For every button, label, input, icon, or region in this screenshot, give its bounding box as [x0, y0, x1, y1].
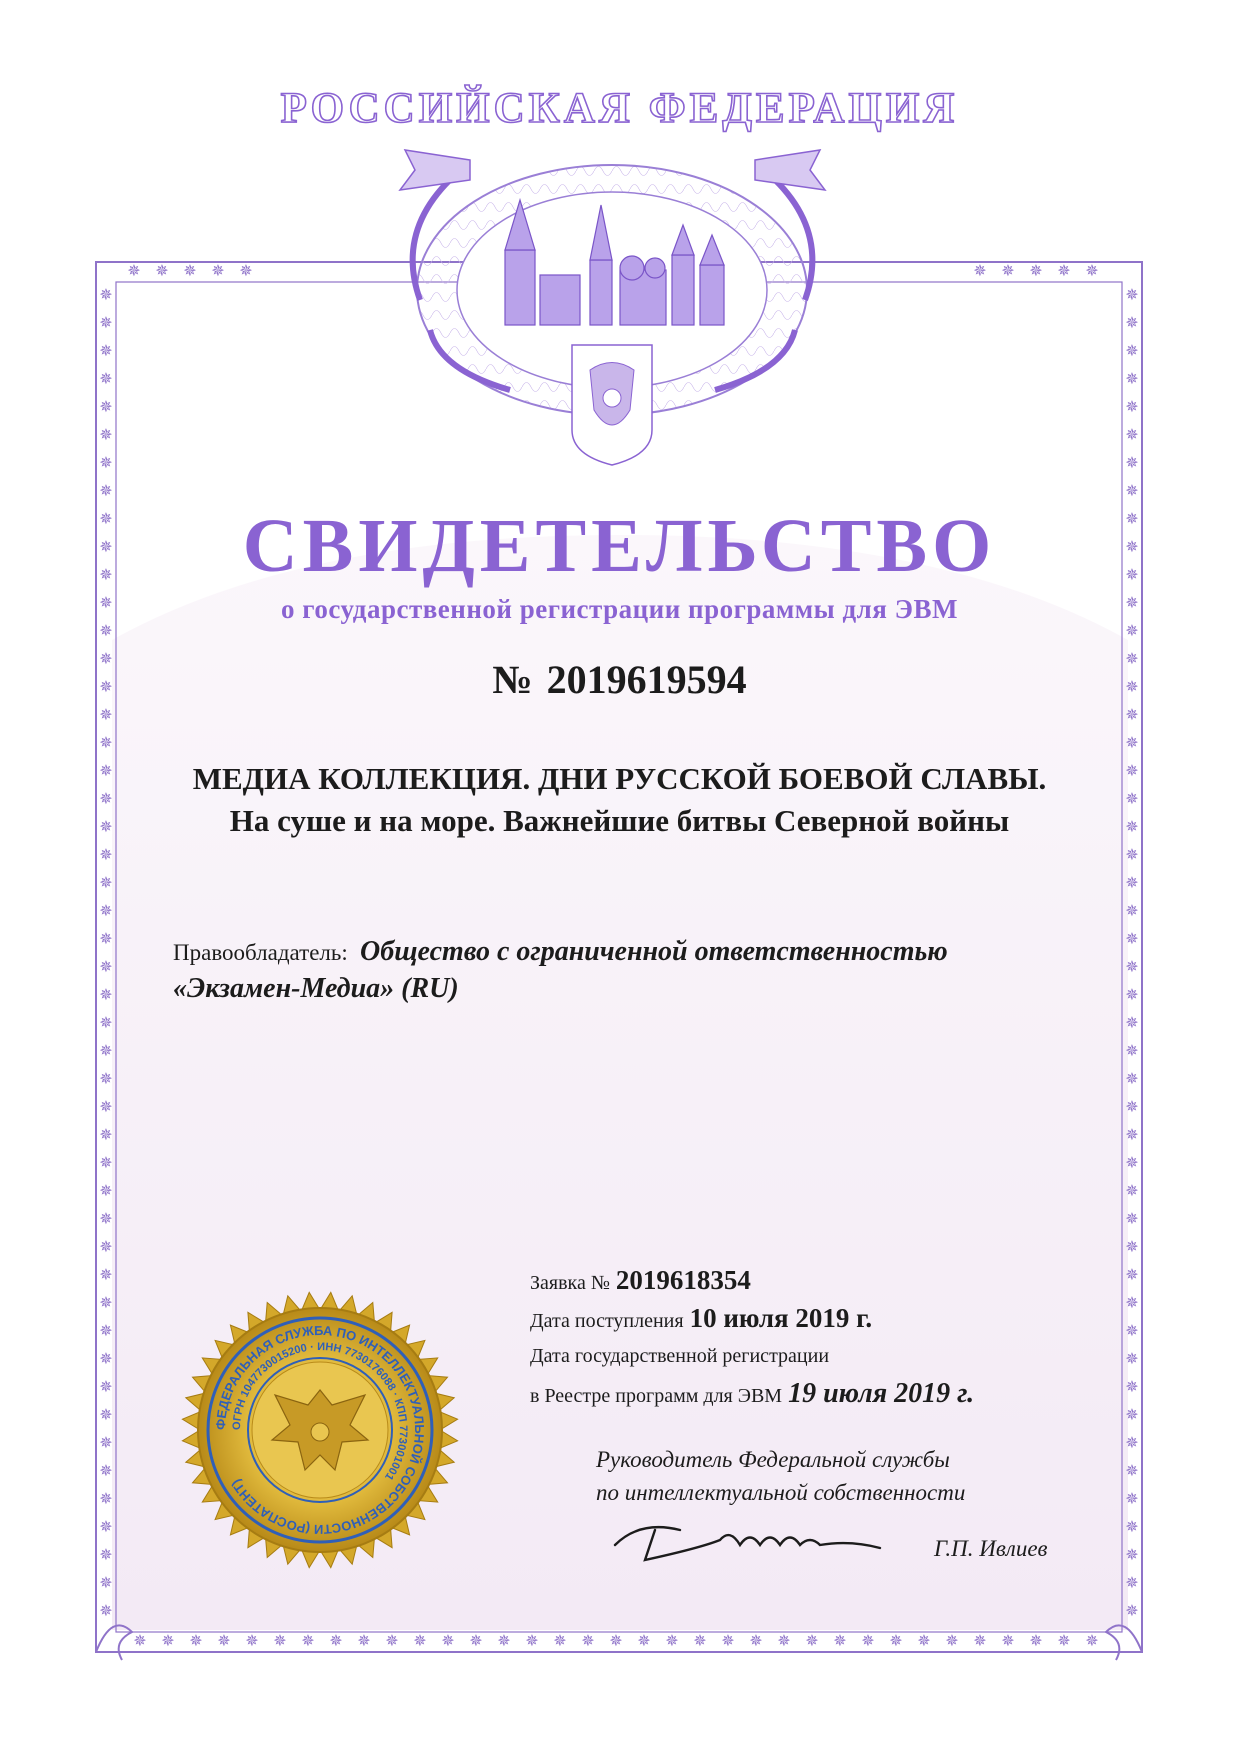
border-star-ornament: ✵	[413, 1631, 427, 1650]
border-star-ornament: ✵	[1125, 929, 1139, 948]
border-star-ornament: ✵	[861, 1631, 875, 1650]
program-title	[0, 758, 1239, 842]
border-star-ornament: ✵	[99, 817, 113, 836]
border-star-ornament: ✵	[329, 1631, 343, 1650]
border-star-ornament: ✵	[385, 1631, 399, 1650]
border-star-ornament: ✵	[805, 1631, 819, 1650]
border-star-ornament: ✵	[777, 1631, 791, 1650]
border-star-ornament: ✵	[1125, 453, 1139, 472]
program-title-line2: На суше и на море. Важнейшие битвы Северной войны	[229, 803, 1010, 838]
document-subtitle: о государственной регистрации программы для ЭВМ	[281, 594, 958, 624]
border-star-ornament: ✵	[1125, 1153, 1139, 1172]
application-label: Заявка №	[530, 1272, 610, 1294]
border-star-ornament: ✵	[99, 649, 113, 668]
border-star-ornament: ✵	[469, 1631, 483, 1650]
border-star-ornament: ✵	[1125, 397, 1139, 416]
certificate-number	[0, 656, 1239, 703]
border-star-ornament: ✵	[1125, 1433, 1139, 1452]
border-star-ornament: ✵	[99, 565, 113, 584]
border-star-ornament: ✵	[99, 369, 113, 388]
border-star-ornament: ✵	[833, 1631, 847, 1650]
border-star-ornament: ✵	[161, 1631, 175, 1650]
official-name: Г.П. Ивлиев	[934, 1536, 1048, 1561]
border-star-ornament: ✵	[1125, 649, 1139, 668]
border-star-ornament: ✵	[1125, 1125, 1139, 1144]
border-star-ornament: ✵	[1125, 873, 1139, 892]
border-star-ornament: ✵	[99, 845, 113, 864]
border-star-ornament: ✵	[245, 1631, 259, 1650]
rights-holder-name-line1: Общество с ограниченной ответственностью	[360, 936, 948, 967]
border-star-ornament: ✵	[99, 341, 113, 360]
border-star-ornament: ✵	[1125, 1405, 1139, 1424]
kremlin-emblem	[400, 150, 825, 465]
border-star-ornament: ✵	[99, 397, 113, 416]
border-star-ornament: ✵	[99, 285, 113, 304]
rights-holder-name-line2: «Экзамен-Медиа» (RU)	[173, 973, 459, 1004]
border-star-ornament: ✵	[1125, 341, 1139, 360]
registration-label-line2: в Реестре программ для ЭВМ	[530, 1385, 783, 1407]
border-star-ornament: ✵	[1125, 1517, 1139, 1536]
border-star-ornament: ✵	[217, 1631, 231, 1650]
border-star-ornament: ✵	[1125, 1237, 1139, 1256]
border-star-ornament: ✵	[99, 929, 113, 948]
border-star-ornament: ✵	[99, 1153, 113, 1172]
country-header: РОССИЙСКАЯ ФЕДЕРАЦИЯ	[280, 85, 959, 132]
border-star-ornament: ✵	[99, 733, 113, 752]
border-star-ornament: ✵	[1125, 677, 1139, 696]
border-star-ornament: ✵	[99, 1265, 113, 1284]
border-star-ornament: ✵	[357, 1631, 371, 1650]
border-star-ornament: ✵	[749, 1631, 763, 1650]
border-star-ornament: ✵	[693, 1631, 707, 1650]
border-star-ornament: ✵	[1125, 1293, 1139, 1312]
border-star-ornament: ✵	[637, 1631, 651, 1650]
border-star-ornament: ✵	[301, 1631, 315, 1650]
border-star-ornament: ✵	[99, 901, 113, 920]
border-star-ornament: ✵	[99, 537, 113, 556]
border-star-ornament: ✵	[581, 1631, 595, 1650]
border-star-ornament: ✵	[1125, 1573, 1139, 1592]
registration-label-line1: Дата государственной регистрации	[530, 1345, 830, 1367]
border-star-ornament: ✵	[99, 1041, 113, 1060]
border-star-ornament: ✵	[497, 1631, 511, 1650]
border-star-ornament: ✵	[1125, 425, 1139, 444]
official-position-line1: Руководитель Федеральной службы	[596, 1447, 950, 1472]
border-star-ornament: ✵	[99, 1517, 113, 1536]
flourish-right	[1106, 1625, 1142, 1660]
border-star-ornament: ✵	[99, 1069, 113, 1088]
rights-holder-label: Правообладатель:	[173, 940, 348, 965]
border-star-ornament: ✵	[609, 1631, 623, 1650]
border-star-ornament: ✵	[99, 705, 113, 724]
border-star-ornament: ✵	[1125, 285, 1139, 304]
border-star-ornament: ✵	[99, 957, 113, 976]
border-star-ornament: ✵	[1125, 1489, 1139, 1508]
application-number: 2019618354	[615, 1265, 751, 1295]
certificate-number-value: 2019619594	[546, 657, 747, 702]
border-star-ornament: ✵	[917, 1631, 931, 1650]
border-star-ornament: ✵	[99, 1545, 113, 1564]
received-label: Дата поступления	[530, 1310, 684, 1332]
border-star-ornament: ✵	[273, 1631, 287, 1650]
border-star-ornament: ✵	[1001, 1631, 1015, 1650]
received-date-row	[530, 1303, 872, 1334]
border-star-ornament: ✵	[99, 985, 113, 1004]
border-star-ornament: ✵	[1125, 1349, 1139, 1368]
border-star-ornament: ✵	[99, 1573, 113, 1592]
number-sign: №	[492, 657, 533, 702]
border-star-ornament: ✵	[1125, 733, 1139, 752]
border-star-ornament: ✵	[99, 1349, 113, 1368]
border-star-ornament: ✵	[1125, 1265, 1139, 1284]
official-position-line2: по интеллектуальной собственности	[596, 1480, 966, 1505]
border-star-ornament: ✵	[1125, 481, 1139, 500]
border-star-ornament: ✵	[1125, 1181, 1139, 1200]
border-star-ornament: ✵	[99, 1181, 113, 1200]
border-star-ornament: ✵	[1125, 313, 1139, 332]
border-star-ornament: ✵	[1125, 1041, 1139, 1060]
border-star-ornament: ✵	[1125, 705, 1139, 724]
border-star-ornament: ✵	[553, 1631, 567, 1650]
border-star-ornament: ✵	[127, 261, 141, 280]
border-star-ornament: ✵	[1029, 1631, 1043, 1650]
border-star-ornament: ✵	[1125, 369, 1139, 388]
border-star-ornament: ✵	[1085, 1631, 1099, 1650]
border-star-ornament: ✵	[1125, 1377, 1139, 1396]
registration-date-row	[530, 1378, 974, 1410]
program-title-line1: МЕДИА КОЛЛЕКЦИЯ. ДНИ РУССКОЙ БОЕВОЙ СЛАВЫ.	[192, 761, 1047, 796]
border-star-ornament: ✵	[1001, 261, 1015, 280]
border-star-ornament: ✵	[99, 1013, 113, 1032]
flourish-left	[96, 1625, 132, 1660]
border-star-ornament: ✵	[1125, 565, 1139, 584]
border-star-ornament: ✵	[99, 873, 113, 892]
application-number-row	[530, 1265, 751, 1296]
border-star-ornament: ✵	[99, 593, 113, 612]
border-star-ornament: ✵	[211, 261, 225, 280]
border-star-ornament: ✵	[239, 261, 253, 280]
official-position	[596, 1443, 965, 1509]
border-star-ornament: ✵	[721, 1631, 735, 1650]
border-star-ornament: ✵	[525, 1631, 539, 1650]
border-star-ornament: ✵	[1029, 261, 1043, 280]
border-star-ornament: ✵	[1125, 957, 1139, 976]
border-star-ornament: ✵	[1125, 509, 1139, 528]
border-star-ornament: ✵	[1125, 593, 1139, 612]
border-star-ornament: ✵	[99, 509, 113, 528]
registration-date: 19 июля 2019 г.	[788, 1378, 975, 1409]
border-star-ornament: ✵	[973, 261, 987, 280]
border-star-ornament: ✵	[99, 1601, 113, 1620]
border-star-ornament: ✵	[99, 313, 113, 332]
border-star-ornament: ✵	[1125, 817, 1139, 836]
border-star-ornament: ✵	[183, 261, 197, 280]
border-star-ornament: ✵	[99, 1489, 113, 1508]
border-star-ornament: ✵	[1125, 901, 1139, 920]
border-star-ornament: ✵	[99, 1097, 113, 1116]
seal-outer-text: ФЕДЕРАЛЬНАЯ СЛУЖБА ПО ИНТЕЛЛЕКТУАЛЬНОЙ СОБСТВЕННОСТИ (РОСПАТЕНТ)	[212, 1322, 428, 1538]
border-star-ornament: ✵	[1125, 1545, 1139, 1564]
border-star-ornament: ✵	[99, 1293, 113, 1312]
seal-inner-text: ОГРН 1047730015200 · ИНН 7730176088 · КПП 773001001	[230, 1340, 410, 1483]
border-star-ornament: ✵	[1125, 1209, 1139, 1228]
border-star-ornament: ✵	[1125, 1461, 1139, 1480]
border-star-ornament: ✵	[99, 1461, 113, 1480]
border-star-ornament: ✵	[99, 481, 113, 500]
border-star-ornament: ✵	[1125, 621, 1139, 640]
border-star-ornament: ✵	[1125, 789, 1139, 808]
border-star-ornament: ✵	[1125, 1013, 1139, 1032]
border-star-ornament: ✵	[1085, 261, 1099, 280]
border-star-ornament: ✵	[1125, 1097, 1139, 1116]
seal-ring-text	[190, 1300, 450, 1560]
border-star-ornament: ✵	[1125, 845, 1139, 864]
border-star-ornament: ✵	[665, 1631, 679, 1650]
border-star-ornament: ✵	[99, 1209, 113, 1228]
border-star-ornament: ✵	[99, 761, 113, 780]
border-star-ornament: ✵	[441, 1631, 455, 1650]
border-star-ornament: ✵	[945, 1631, 959, 1650]
border-star-ornament: ✵	[1125, 1601, 1139, 1620]
border-star-ornament: ✵	[99, 1377, 113, 1396]
border-star-ornament: ✵	[973, 1631, 987, 1650]
border-star-ornament: ✵	[99, 453, 113, 472]
border-star-ornament: ✵	[99, 1125, 113, 1144]
svg-text:ФЕДЕРАЛЬНАЯ СЛУЖБА ПО ИНТЕЛЛЕК	[213, 1323, 427, 1537]
border-star-ornament: ✵	[99, 789, 113, 808]
border-star-ornament: ✵	[99, 1237, 113, 1256]
border-star-ornament: ✵	[1125, 537, 1139, 556]
border-star-ornament: ✵	[1125, 1069, 1139, 1088]
border-star-ornament: ✵	[99, 621, 113, 640]
border-star-ornament: ✵	[155, 261, 169, 280]
border-star-ornament: ✵	[99, 1321, 113, 1340]
border-star-ornament: ✵	[99, 1405, 113, 1424]
received-date: 10 июля 2019 г.	[689, 1303, 873, 1333]
border-star-ornament: ✵	[1057, 261, 1071, 280]
border-star-ornament: ✵	[189, 1631, 203, 1650]
border-star-ornament: ✵	[1125, 761, 1139, 780]
border-star-ornament: ✵	[889, 1631, 903, 1650]
border-star-ornament: ✵	[99, 425, 113, 444]
border-star-ornament: ✵	[99, 677, 113, 696]
border-star-ornament: ✵	[1057, 1631, 1071, 1650]
border-star-ornament: ✵	[99, 1433, 113, 1452]
rights-holder	[173, 934, 1073, 1008]
border-star-ornament: ✵	[1125, 1321, 1139, 1340]
border-star-ornament: ✵	[133, 1631, 147, 1650]
document-title: СВИДЕТЕЛЬСТВО	[242, 504, 997, 588]
border-star-ornament: ✵	[1125, 985, 1139, 1004]
